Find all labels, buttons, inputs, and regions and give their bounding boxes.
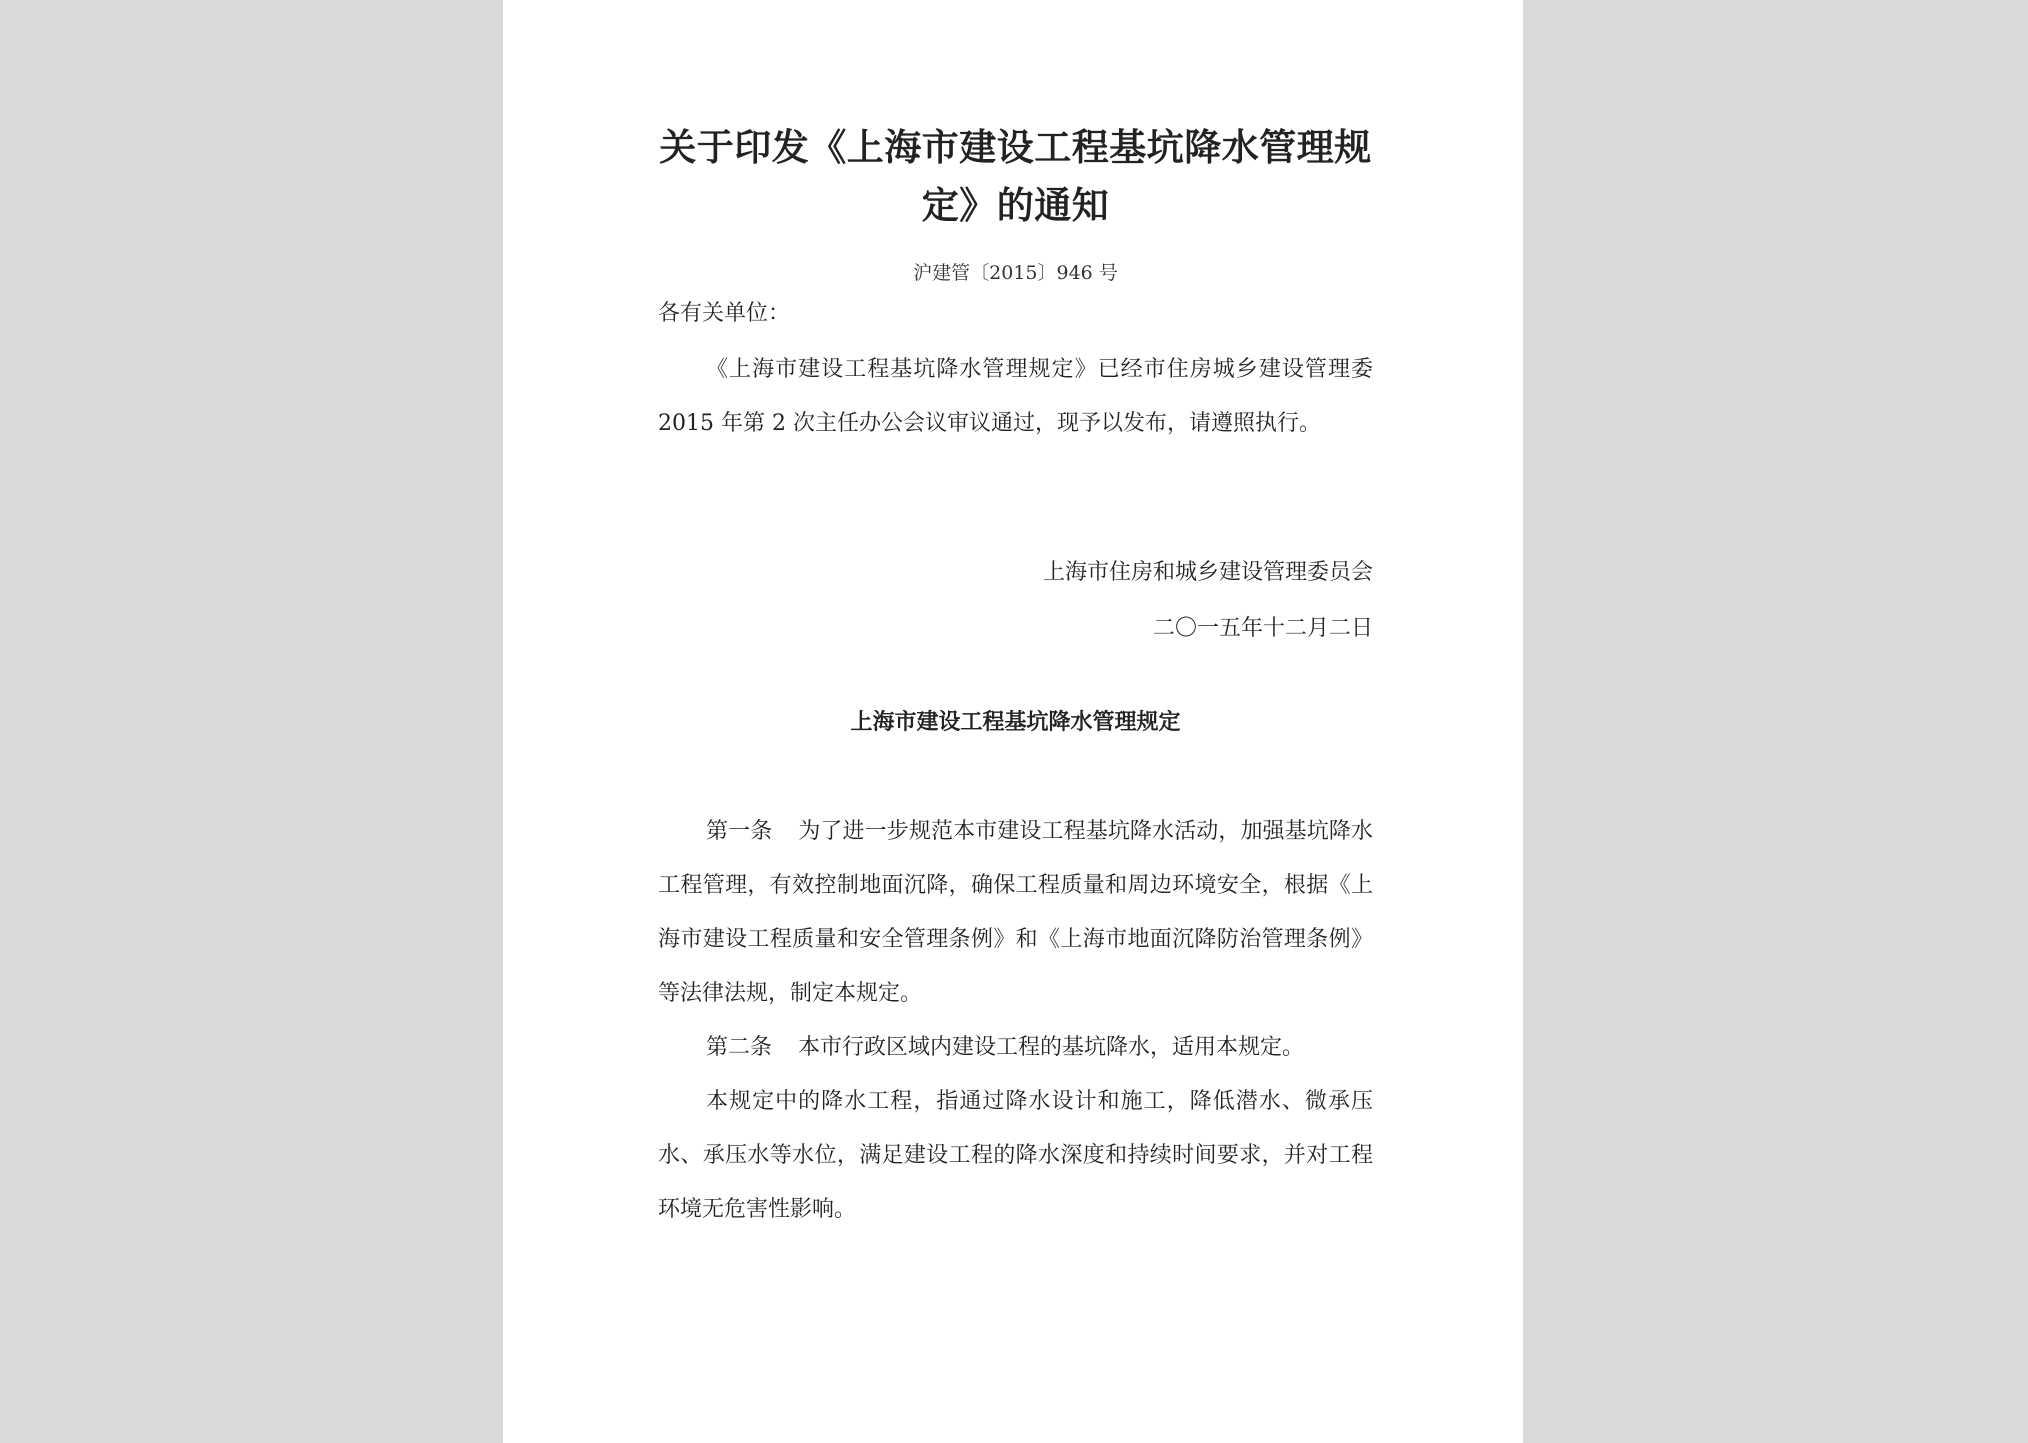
salutation: 各有关单位： bbox=[658, 301, 791, 326]
articles bbox=[658, 805, 1373, 1237]
article-1-text: 为了进一步规范本市建设工程基坑降水活动，加强基坑降水工程管理，有效控制地面沉降，确保工程质量和周边环境安全，根据《上海市建设工程质量和安全管理条例》和《上海市地面沉降防治管理条例》等法律法规，制定本规定。 bbox=[658, 819, 1373, 1006]
notice-body: 《上海市建设工程基坑降水管理规定》已经市住房城乡建设管理委 2015 年第 2 次主任办公会议审议通过，现予以发布，请遵照执行。 bbox=[658, 357, 1373, 436]
document-content bbox=[658, 118, 1373, 1237]
regulation-title: 上海市建设工程基坑降水管理规定 bbox=[850, 709, 1181, 735]
document-page bbox=[503, 0, 1523, 1443]
article-2-number: 第二条 bbox=[706, 1035, 773, 1060]
notice-title bbox=[658, 118, 1373, 234]
article-1-number: 第一条 bbox=[706, 819, 773, 844]
signature-organization: 上海市住房和城乡建设管理委员会 bbox=[1042, 560, 1373, 585]
signature-block bbox=[658, 545, 1373, 657]
notice-title-line2: 定》的通知 bbox=[921, 183, 1110, 227]
document-number: 沪建管〔2015〕946 号 bbox=[913, 262, 1118, 284]
article-2-paragraph-2: 本规定中的降水工程，指通过降水设计和施工，降低潜水、微承压水、承压水等水位，满足建设工程的降水深度和持续时间要求，并对工程环境无危害性影响。 bbox=[658, 1089, 1373, 1222]
notice-title-line1: 关于印发《上海市建设工程基坑降水管理规 bbox=[659, 125, 1372, 169]
article-1 bbox=[658, 805, 1373, 1021]
signature-date: 二〇一五年十二月二日 bbox=[1152, 616, 1373, 641]
article-2-text: 本市行政区域内建设工程的基坑降水，适用本规定。 bbox=[798, 1035, 1305, 1060]
article-2 bbox=[658, 1021, 1373, 1075]
